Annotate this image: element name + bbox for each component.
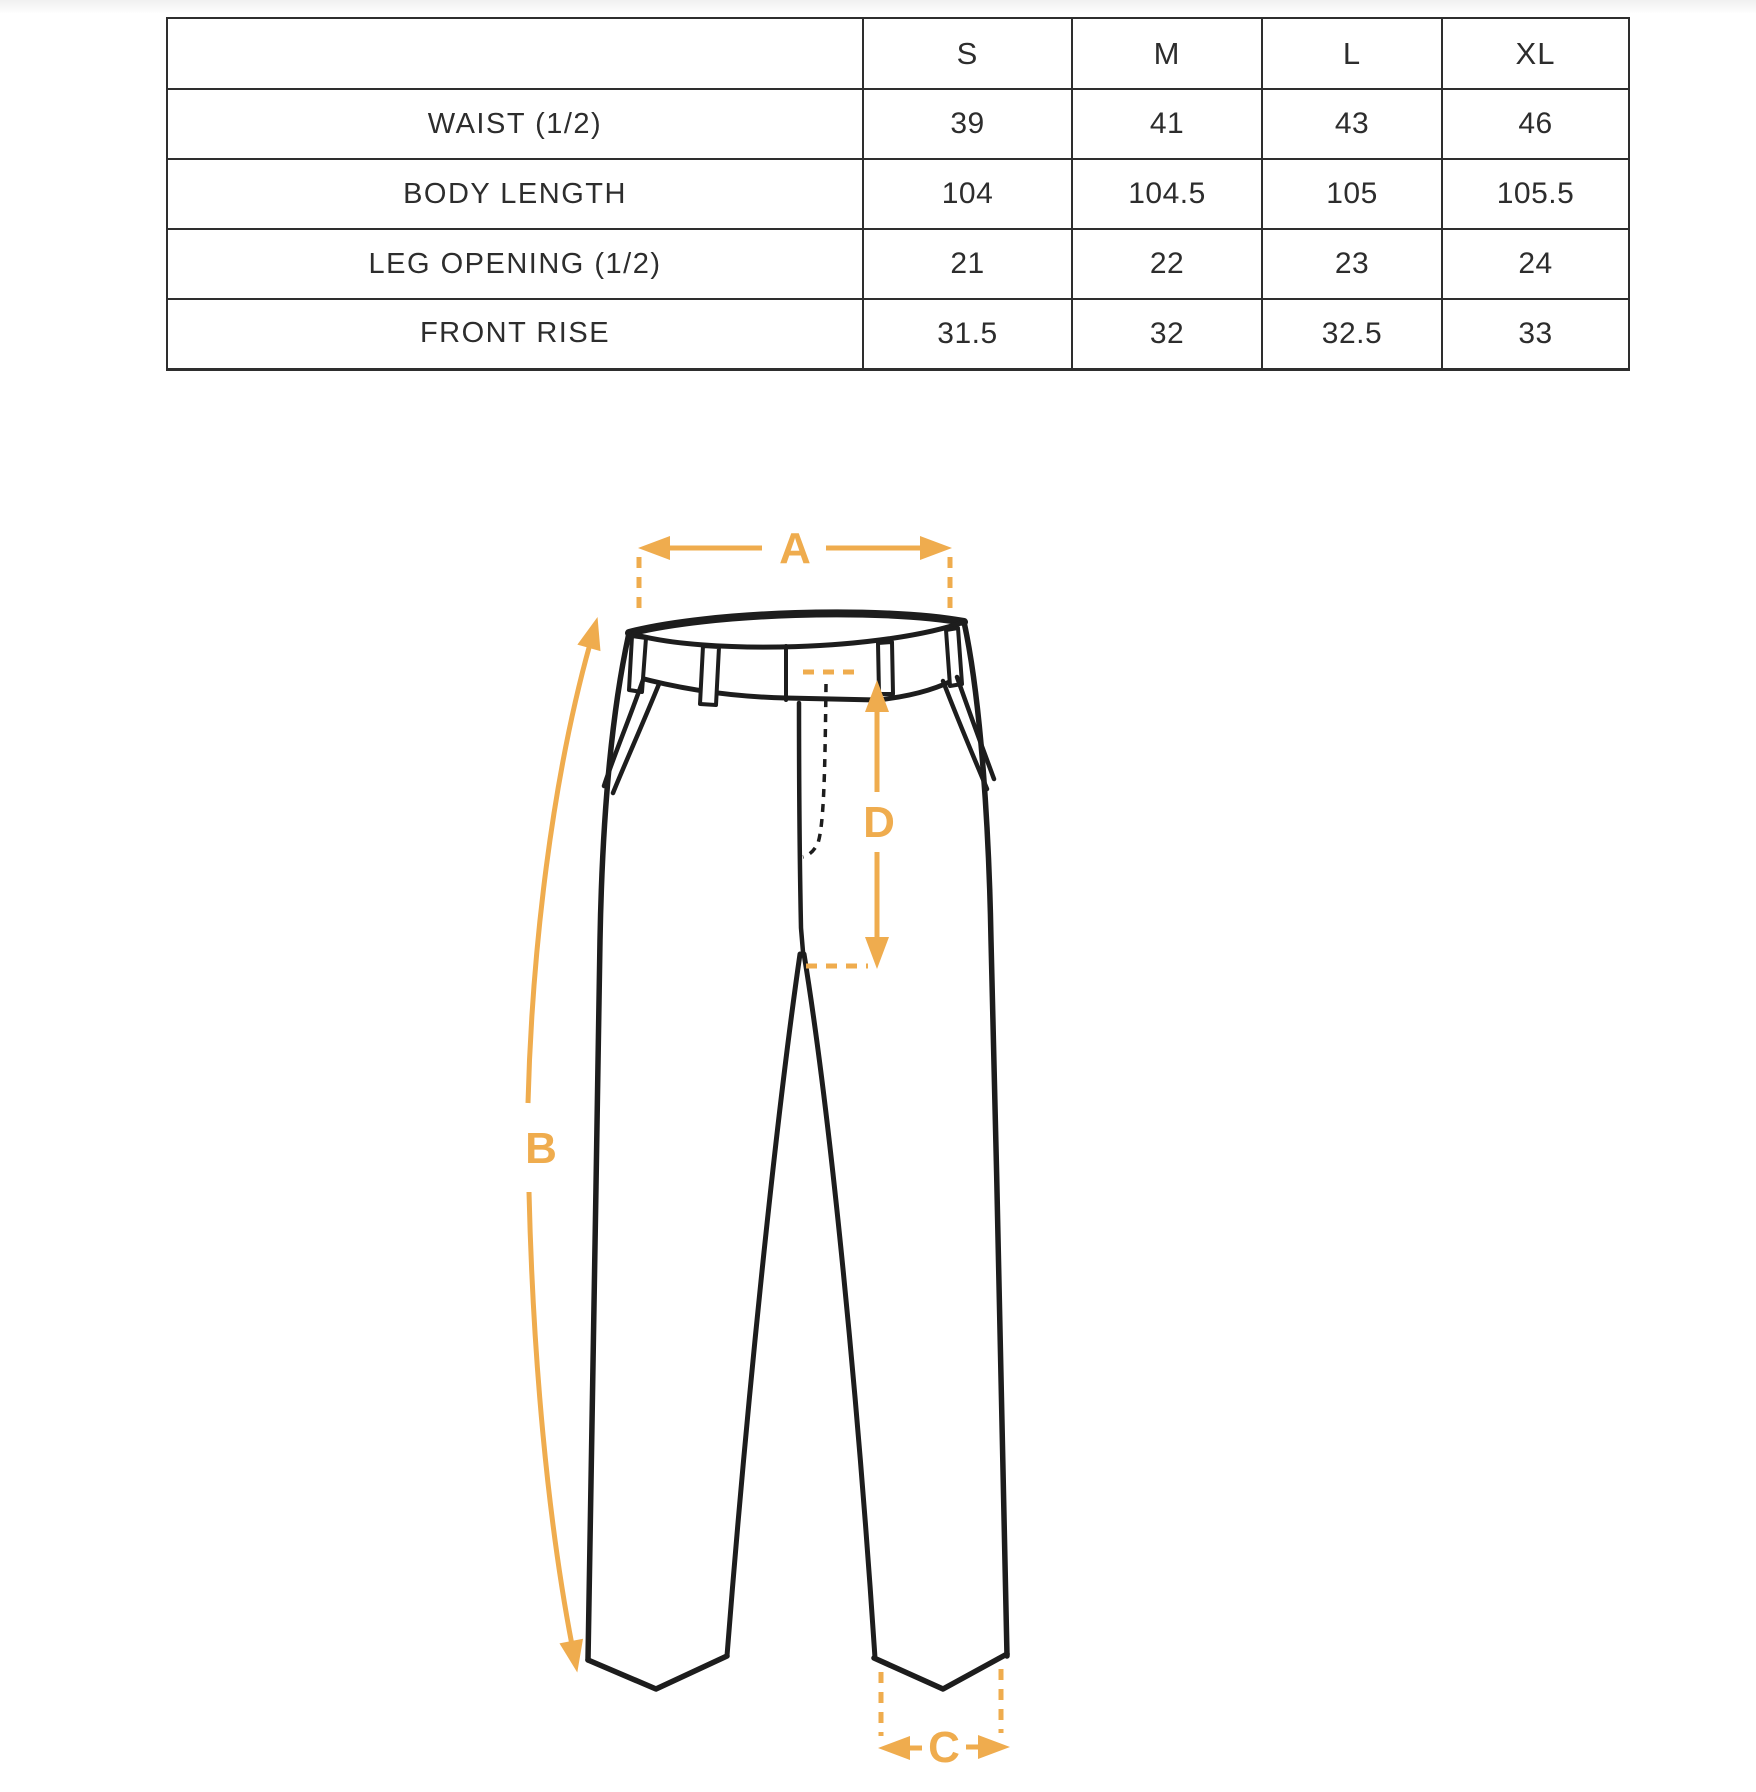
- size-value: 23: [1262, 229, 1442, 299]
- size-value: 39: [863, 89, 1072, 159]
- size-value: 22: [1072, 229, 1262, 299]
- size-value: 32.5: [1262, 299, 1442, 369]
- size-value: 31.5: [863, 299, 1072, 369]
- right-inseam: [804, 954, 875, 1658]
- waist-rim-back: [629, 613, 964, 633]
- size-value: 24: [1442, 229, 1629, 299]
- size-value: 43: [1262, 89, 1442, 159]
- row-label: WAIST (1/2): [167, 89, 863, 159]
- size-col-header-l: L: [1262, 18, 1442, 89]
- left-outseam: [588, 633, 629, 1660]
- size-value: 32: [1072, 299, 1262, 369]
- measure-c-label: C: [928, 1723, 960, 1772]
- right-hem: [874, 1654, 1007, 1689]
- measure-c-leg-opening: [881, 1669, 1001, 1772]
- measure-a-waist: [639, 524, 950, 614]
- belt-loop-far-right: [946, 628, 962, 686]
- measure-b-body-length: [525, 644, 590, 1645]
- measure-a-label: A: [779, 524, 811, 573]
- size-value: 46: [1442, 89, 1629, 159]
- pants-sketch: [588, 613, 1007, 1689]
- size-value: 33: [1442, 299, 1629, 369]
- size-col-header-s: S: [863, 18, 1072, 89]
- measure-d-front-rise: [803, 672, 895, 966]
- size-value: 104: [863, 159, 1072, 229]
- size-col-header-m: M: [1072, 18, 1262, 89]
- fly-stitch-line: [803, 684, 826, 857]
- left-inseam: [727, 954, 800, 1656]
- row-label: LEG OPENING (1/2): [167, 229, 863, 299]
- waistband-bottom-mid: [786, 698, 877, 700]
- size-col-header-xl: XL: [1442, 18, 1629, 89]
- measure-b-arc-bottom: [529, 1192, 572, 1645]
- left-hem: [588, 1656, 727, 1689]
- row-label: FRONT RISE: [167, 299, 863, 369]
- row-label: BODY LENGTH: [167, 159, 863, 229]
- size-value: 105.5: [1442, 159, 1629, 229]
- measure-d-label: D: [863, 798, 895, 847]
- fly-seam: [799, 703, 803, 952]
- belt-loop-right: [878, 642, 893, 694]
- size-value: 105: [1262, 159, 1442, 229]
- size-value: 41: [1072, 89, 1262, 159]
- measure-b-arc-top: [528, 644, 590, 1103]
- size-value: 104.5: [1072, 159, 1262, 229]
- right-outseam: [964, 622, 1007, 1656]
- belt-loop-left: [700, 646, 719, 705]
- size-value: 21: [863, 229, 1072, 299]
- measure-b-label: B: [525, 1124, 557, 1173]
